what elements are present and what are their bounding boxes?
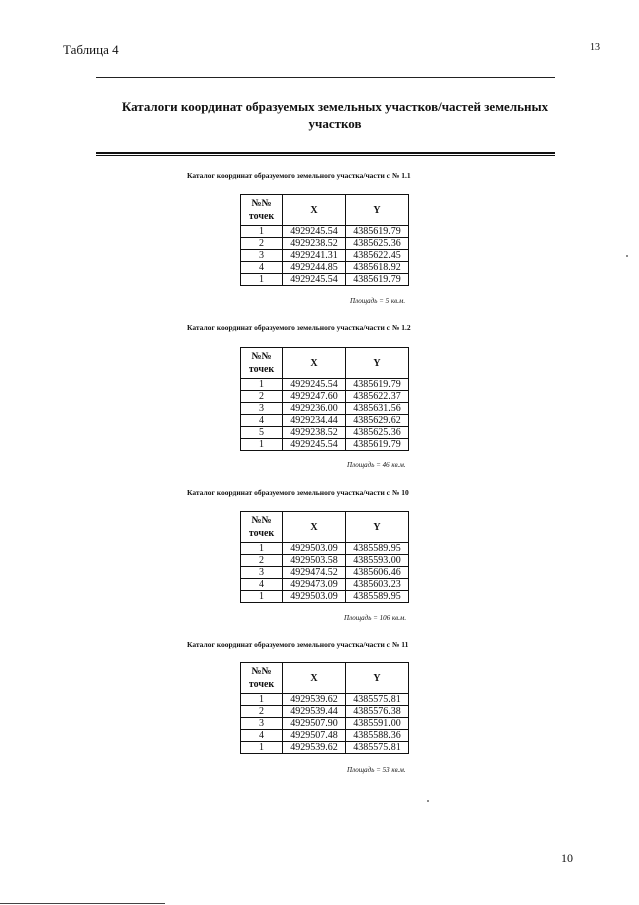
cell-num: 3 — [241, 567, 283, 579]
cell-x: 4929503.09 — [283, 591, 346, 603]
cell-num: 3 — [241, 403, 283, 415]
cell-y: 4385591.00 — [346, 718, 409, 730]
table-row — [241, 238, 409, 250]
main-title: Каталоги координат образуемых земельных участков/частей земельных участков — [121, 99, 549, 131]
table-row — [241, 543, 409, 555]
cell-x: 4929539.44 — [283, 706, 346, 718]
table-row — [241, 226, 409, 238]
cell-x: 4929244.85 — [283, 262, 346, 274]
header-y: Y — [346, 348, 409, 379]
cell-num: 4 — [241, 730, 283, 742]
cell-x: 4929234.44 — [283, 415, 346, 427]
table-row — [241, 403, 409, 415]
cell-y: 4385606.46 — [346, 567, 409, 579]
cell-num: 1 — [241, 742, 283, 754]
cell-num: 2 — [241, 706, 283, 718]
header-num: №№ точек — [241, 195, 283, 226]
header-num: №№ точек — [241, 663, 283, 694]
header-y: Y — [346, 512, 409, 543]
cell-x: 4929241.31 — [283, 250, 346, 262]
cell-x: 4929507.48 — [283, 730, 346, 742]
cell-x: 4929507.90 — [283, 718, 346, 730]
cell-x: 4929247.60 — [283, 391, 346, 403]
cell-x: 4929474.52 — [283, 567, 346, 579]
table-row — [241, 742, 409, 754]
catalog-1-table — [240, 194, 409, 286]
table-row — [241, 274, 409, 286]
cell-num: 4 — [241, 415, 283, 427]
catalog-2-title: Каталог координат образуемого земельного участка/части с № 1.2 — [187, 323, 411, 332]
cell-num: 2 — [241, 555, 283, 567]
table-row — [241, 718, 409, 730]
table-row — [241, 262, 409, 274]
table-label: Таблица 4 — [63, 42, 119, 57]
header-y: Y — [346, 195, 409, 226]
cell-num: 1 — [241, 543, 283, 555]
cell-y: 4385619.79 — [346, 439, 409, 451]
cell-x: 4929238.52 — [283, 238, 346, 250]
table-row — [241, 591, 409, 603]
header-y: Y — [346, 663, 409, 694]
cell-y: 4385631.56 — [346, 403, 409, 415]
cell-num: 2 — [241, 391, 283, 403]
table-row — [241, 379, 409, 391]
cell-num: 5 — [241, 427, 283, 439]
cell-x: 4929245.54 — [283, 226, 346, 238]
cell-y: 4385619.79 — [346, 226, 409, 238]
cell-y: 4385622.45 — [346, 250, 409, 262]
cell-y: 4385575.81 — [346, 742, 409, 754]
table-row — [241, 579, 409, 591]
top-divider — [96, 77, 555, 78]
cell-x: 4929238.52 — [283, 427, 346, 439]
table-header-row — [241, 663, 409, 694]
scan-speck — [427, 800, 429, 802]
cell-y: 4385588.36 — [346, 730, 409, 742]
cell-x: 4929503.58 — [283, 555, 346, 567]
catalog-4-table — [240, 662, 409, 754]
catalog-2-area: Площадь = 46 кв.м. — [347, 461, 406, 469]
cell-x: 4929539.62 — [283, 694, 346, 706]
table-row — [241, 250, 409, 262]
page-number-top: 13 — [590, 42, 600, 53]
cell-y: 4385576.38 — [346, 706, 409, 718]
table-row — [241, 706, 409, 718]
table-row — [241, 391, 409, 403]
table-header-row — [241, 195, 409, 226]
cell-x: 4929236.00 — [283, 403, 346, 415]
cell-y: 4385593.00 — [346, 555, 409, 567]
cell-num: 3 — [241, 718, 283, 730]
cell-y: 4385622.37 — [346, 391, 409, 403]
catalog-3-table — [240, 511, 409, 603]
cell-num: 1 — [241, 694, 283, 706]
catalog-2-table — [240, 347, 409, 451]
cell-num: 1 — [241, 591, 283, 603]
header-x: X — [283, 512, 346, 543]
cell-x: 4929539.62 — [283, 742, 346, 754]
table-header-row — [241, 348, 409, 379]
catalog-3-area: Площадь = 106 кв.м. — [344, 614, 407, 622]
catalog-1-area: Площадь = 5 кв.м. — [350, 297, 406, 305]
catalog-3-title: Каталог координат образуемого земельного участка/части с № 10 — [187, 488, 409, 497]
catalog-1-title: Каталог координат образуемого земельного участка/части с № 1.1 — [187, 171, 411, 180]
cell-num: 2 — [241, 238, 283, 250]
cell-num: 3 — [241, 250, 283, 262]
cell-num: 4 — [241, 262, 283, 274]
table-row — [241, 439, 409, 451]
cell-x: 4929245.54 — [283, 379, 346, 391]
cell-y: 4385575.81 — [346, 694, 409, 706]
cell-x: 4929503.09 — [283, 543, 346, 555]
cell-x: 4929245.54 — [283, 439, 346, 451]
table-row — [241, 567, 409, 579]
cell-y: 4385625.36 — [346, 427, 409, 439]
header-num: №№ точек — [241, 512, 283, 543]
cell-num: 1 — [241, 439, 283, 451]
cell-num: 4 — [241, 579, 283, 591]
header-x: X — [283, 195, 346, 226]
cell-num: 1 — [241, 379, 283, 391]
table-row — [241, 427, 409, 439]
title-divider — [96, 152, 555, 154]
cell-y: 4385625.36 — [346, 238, 409, 250]
table-row — [241, 415, 409, 427]
table-header-row — [241, 512, 409, 543]
page-number-bottom: 10 — [561, 851, 573, 865]
title-divider-thin — [96, 155, 555, 156]
cell-y: 4385589.95 — [346, 543, 409, 555]
catalog-4-title: Каталог координат образуемого земельного участка/части с № 11 — [187, 640, 409, 649]
cell-y: 4385619.79 — [346, 274, 409, 286]
scan-speck — [626, 255, 628, 257]
catalog-4-area: Площадь = 53 кв.м. — [347, 766, 406, 774]
cell-y: 4385618.92 — [346, 262, 409, 274]
table-row — [241, 730, 409, 742]
cell-y: 4385619.79 — [346, 379, 409, 391]
cell-y: 4385629.62 — [346, 415, 409, 427]
header-x: X — [283, 348, 346, 379]
cell-x: 4929245.54 — [283, 274, 346, 286]
cell-y: 4385589.95 — [346, 591, 409, 603]
cell-x: 4929473.09 — [283, 579, 346, 591]
cell-num: 1 — [241, 226, 283, 238]
cell-num: 1 — [241, 274, 283, 286]
table-row — [241, 694, 409, 706]
header-num: №№ точек — [241, 348, 283, 379]
bottom-divider — [0, 903, 165, 904]
table-row — [241, 555, 409, 567]
header-x: X — [283, 663, 346, 694]
cell-y: 4385603.23 — [346, 579, 409, 591]
